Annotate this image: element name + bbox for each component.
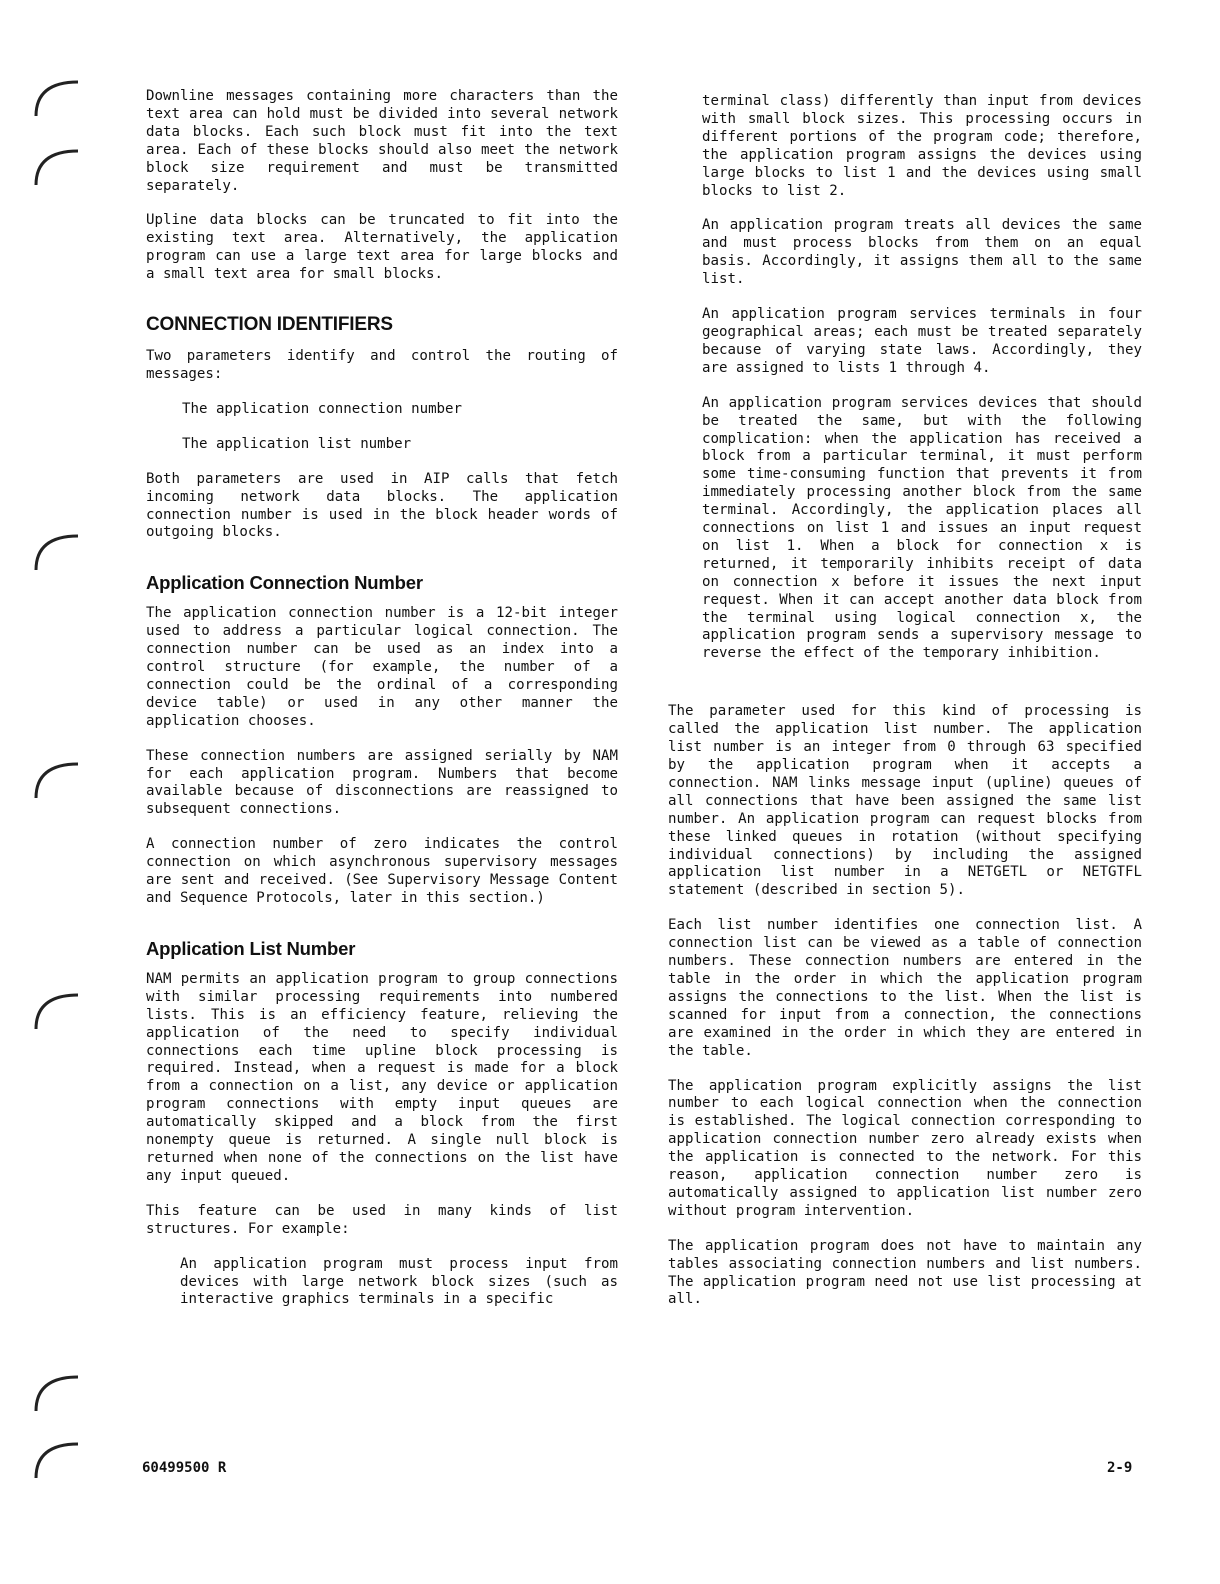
example-paragraph: An application program services terminals in four geographical areas; each must be treated separately because of varying state laws. Accordingly, they are assigned to lists 1 through 4. xyxy=(702,306,1142,376)
section-heading-connection-identifiers: CONNECTION IDENTIFIERS xyxy=(146,314,393,336)
punch-hole-mark xyxy=(30,1434,82,1486)
paragraph: A connection number of zero indicates the control connection on which asynchronous supervisory messages are sent and received. (See Supervisory Message Content and Sequence Protocols, later in this section.) xyxy=(146,836,618,906)
list-item: The application list number xyxy=(182,435,412,452)
paragraph: These connection numbers are assigned serially by NAM for each application program. Numbers that become available because of disconnections are reassigned to subsequent connections. xyxy=(146,747,618,818)
subsection-heading-application-connection-number: Application Connection Number xyxy=(146,572,423,594)
paragraph: The application connection number is a 12-bit integer used to address a particular logical connection. The connection number can be used as an index into a control structure (for example, the number of a connection could be the ordinal of a corresponding device table) or used in any other manner the application chooses. xyxy=(146,605,618,729)
paragraph: Each list number identifies one connection list. A connection list can be viewed as a table of connection numbers. These connection numbers are entered in the table in the order in which the application program assigns the connections to the list. When the list is scanned for input from a connection, the connections are examined in the order in which they are entered in the table. xyxy=(668,917,1142,1059)
punch-hole-mark xyxy=(30,754,82,806)
example-paragraph: An application program must process input from devices with large network block sizes (such as interactive graphics terminals in a specific xyxy=(180,1255,618,1308)
example-paragraph: An application program services devices that should be treated the same, but with the following complication: when the application has received a block from a particular terminal, it must perform some time-consuming function that prevents it from immediately processing another block from the same terminal. Accordingly, the application places all connections on list 1 and issues an input request on list 1. When a block for connection x is returned, it temporarily inhibits receipt of data on connection x before it issues the next input request. When it can accept another data block from the terminal using logical connection x, the application program sends a supervisory message to reverse the effect of the temporary inhibition. xyxy=(702,394,1142,662)
paragraph: Upline data blocks can be truncated to fit into the existing text area. Alternatively, the application program can use a large text area for large blocks and a small text area for small blocks. xyxy=(146,212,618,283)
paragraph: This feature can be used in many kinds of list structures. For example: xyxy=(146,1202,618,1237)
paragraph: Both parameters are used in AIP calls that fetch incoming network data blocks. The application connection number is used in the block header words of outgoing blocks. xyxy=(146,470,618,541)
paragraph: NAM permits an application program to group connections with similar processing requirements into numbered lists. This is an efficiency feature, relieving the application of the need to specify individual connections each time upline block processing is required. Instead, when a request is made for a block from a connection on a list, any device or application program connections with empty input queues are automatically skipped and a block from the first nonempty queue is returned. A single null block is returned when none of the connections on the list have any input queued. xyxy=(146,970,618,1184)
paragraph: The parameter used for this kind of processing is called the application list number. The application list number is an integer from 0 through 63 specified by the application program when it accepts a connection. NAM links message input (upline) queues of all connections that have been assigned the same list number. An application program can request blocks from these linked queues in rotation (without specifying individual connections) by including the assigned application list number in a NETGETL or NETGTFL statement (described in section 5). xyxy=(668,703,1142,899)
example-paragraph: terminal class) differently than input from devices with small block sizes. This processing occurs in different portions of the program code; therefore, the application program assigns the devices using large blocks to list 1 and the devices using small blocks to list 2. xyxy=(702,93,1142,199)
left-column xyxy=(146,88,618,1326)
punch-hole-mark xyxy=(30,141,82,193)
paragraph: The application program explicitly assigns the list number to each logical connection when the connection is established. The logical connection corresponding to application connection number zero already exists when the application is connected to the network. For this reason, application connection number zero is automatically assigned to application list number zero without program intervention. xyxy=(668,1077,1142,1219)
paragraph: The application program does not have to maintain any tables associating connection numbers and list numbers. The application program need not use list processing at all. xyxy=(668,1237,1142,1308)
subsection-heading-application-list-number: Application List Number xyxy=(146,937,356,959)
punch-hole-mark xyxy=(30,985,82,1037)
punch-hole-mark xyxy=(30,526,82,578)
list-item: The application connection number xyxy=(182,400,463,417)
paragraph: Downline messages containing more characters than the text area can hold must be divided into several network data blocks. Each such block must fit into the text area. Each of these blocks should also meet the network block size requirement and must be transmitted separately. xyxy=(146,88,618,194)
right-column xyxy=(668,93,1142,1326)
page-number: 2-9 xyxy=(1107,1460,1133,1476)
punch-hole-mark xyxy=(30,1367,82,1419)
paragraph: Two parameters identify and control the routing of messages: xyxy=(146,348,618,382)
document-number: 60499500 R xyxy=(142,1460,227,1476)
punch-hole-mark xyxy=(30,72,82,124)
example-paragraph: An application program treats all devices the same and must process blocks from them on an equal basis. Accordingly, it assigns them all to the same list. xyxy=(702,217,1142,288)
